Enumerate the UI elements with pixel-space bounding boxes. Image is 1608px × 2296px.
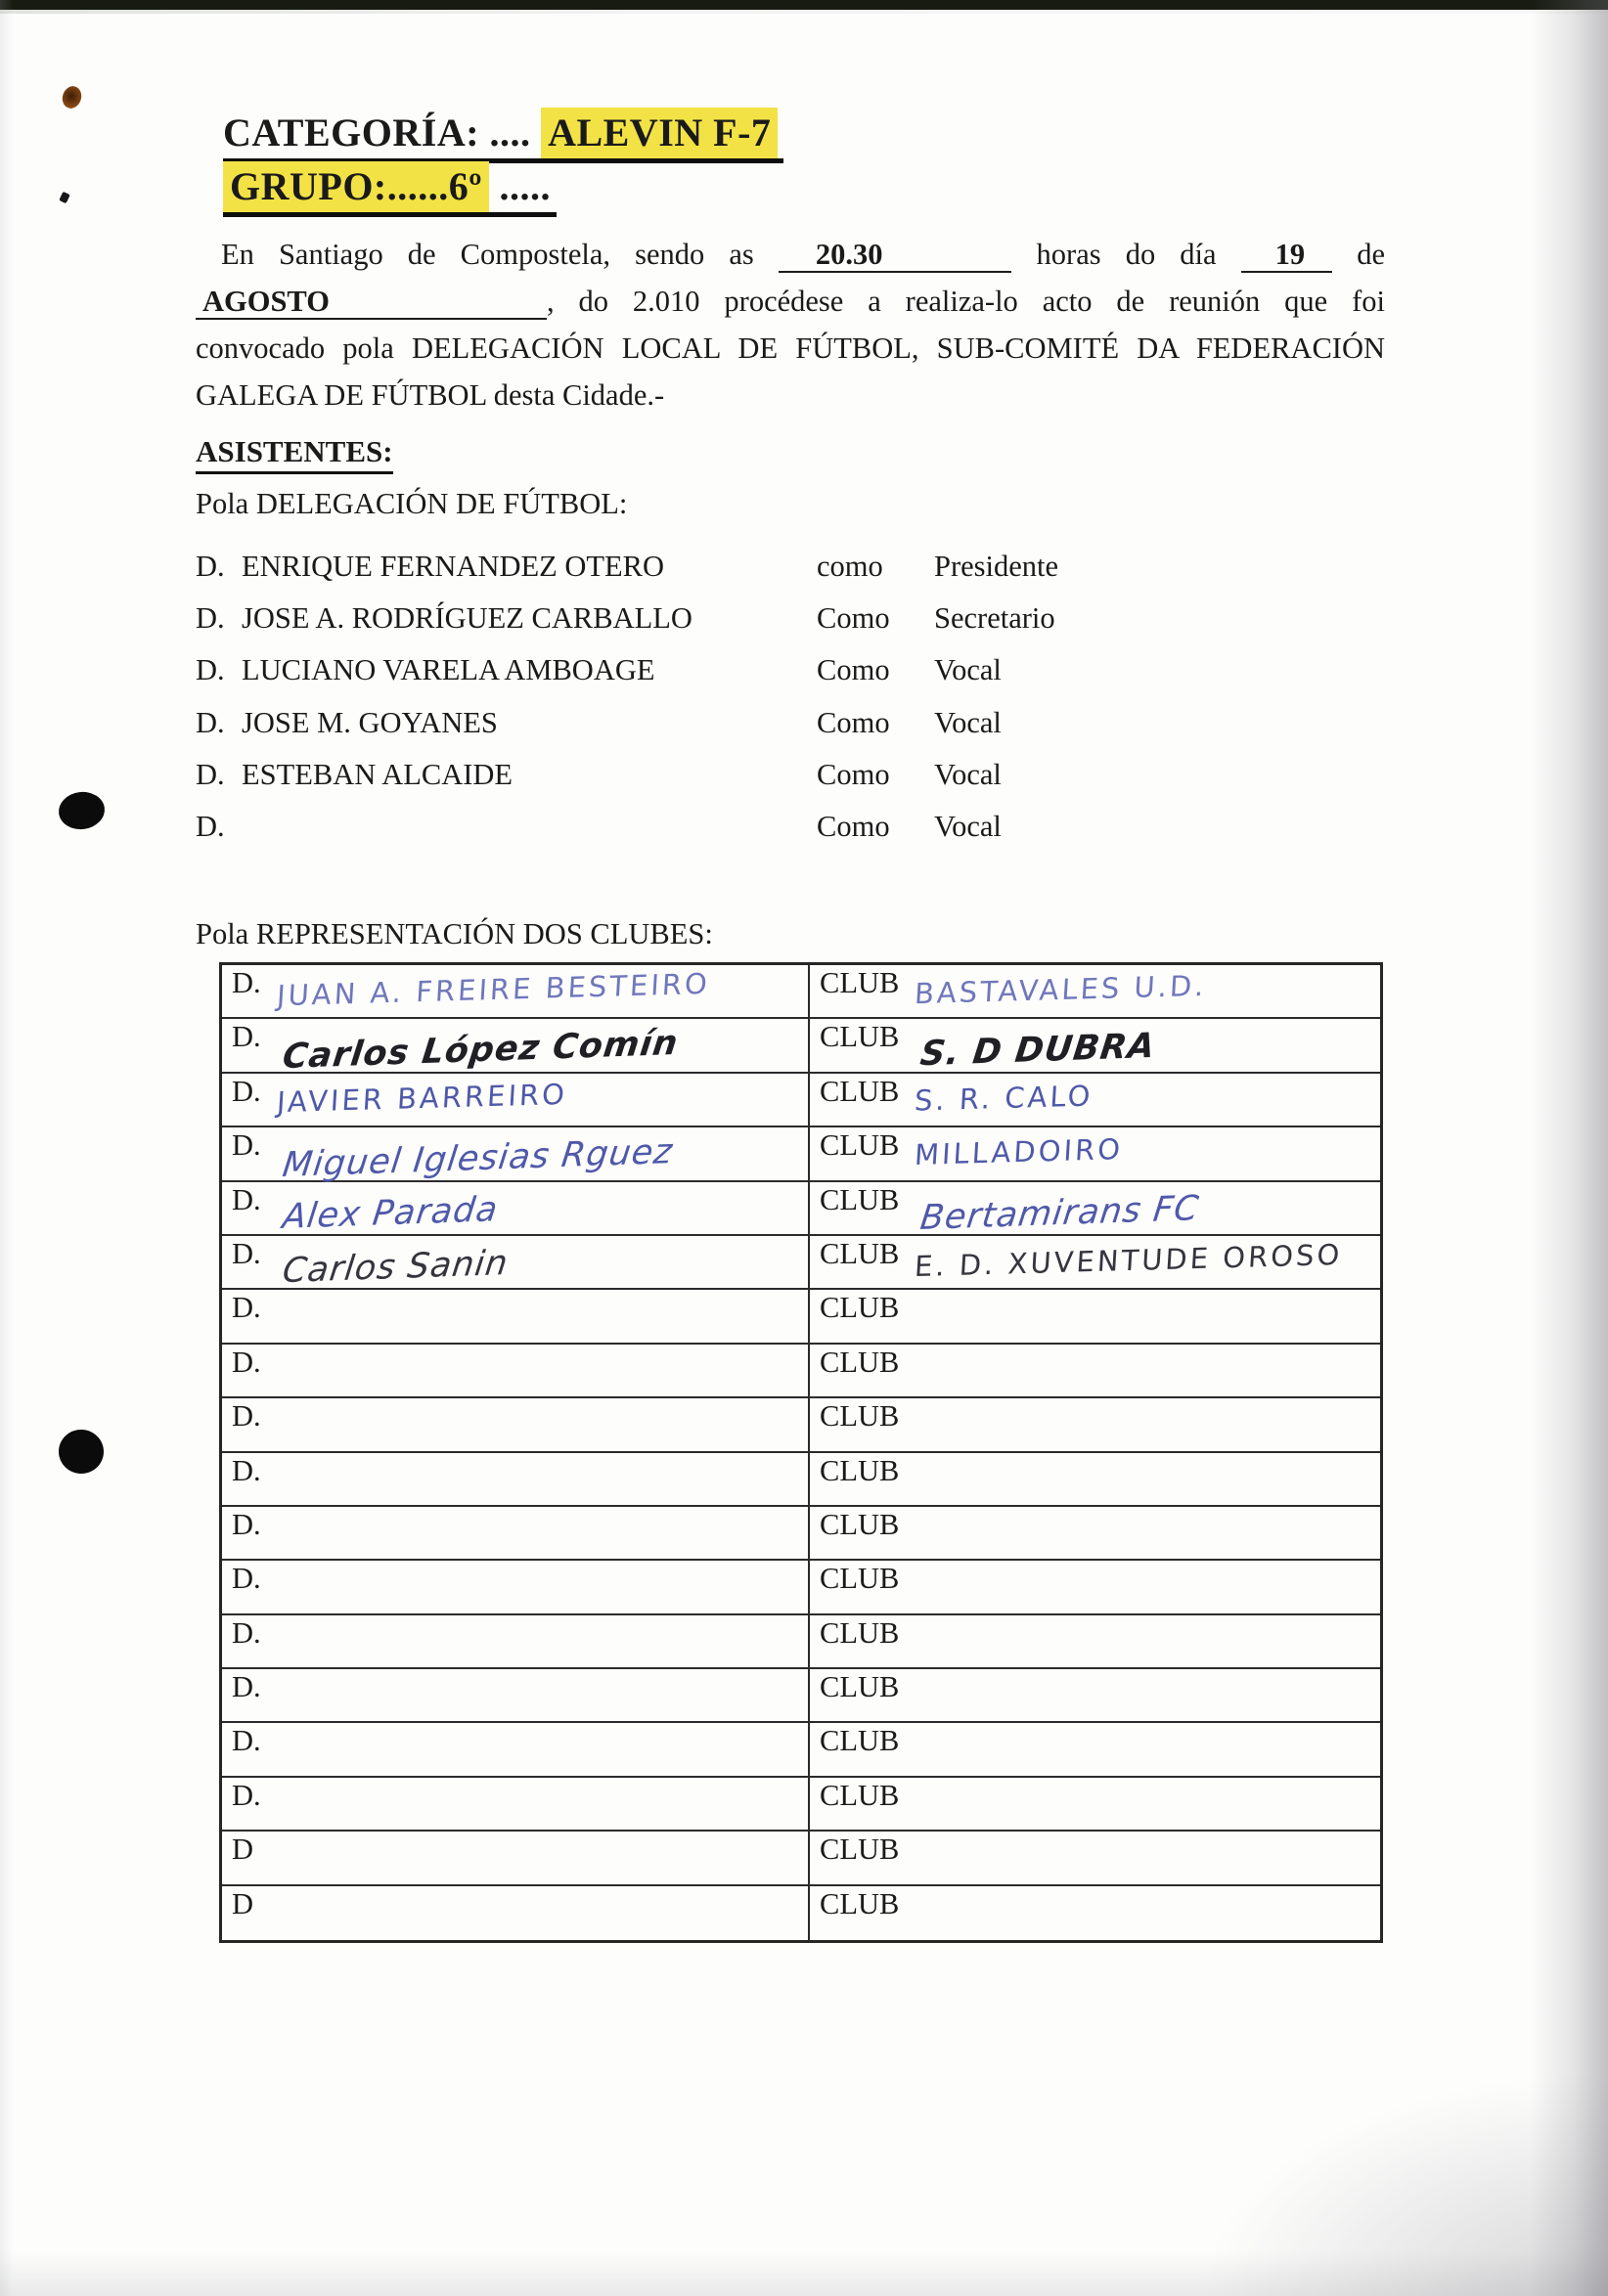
attendee-row — [196, 758, 1058, 810]
club-cell — [810, 1507, 1380, 1559]
delegate-prefix-label: D. — [232, 1615, 261, 1650]
club-table-row — [222, 1074, 1380, 1127]
handwritten-delegate-name: Alex Parada — [280, 1189, 501, 1237]
attendee-name: ESTEBAN ALCAIDE — [242, 757, 514, 791]
scan-top-edge-fade — [0, 10, 1608, 14]
club-prefix-label: CLUB — [820, 1507, 900, 1541]
scan-right-edge-shadow — [1530, 0, 1608, 2296]
attendee-como: Como — [817, 705, 890, 739]
delegate-cell — [222, 1290, 810, 1342]
handwritten-club-name: S. D DUBRA — [917, 1027, 1158, 1075]
intro-text: de — [1357, 238, 1386, 271]
delegate-prefix-label: D. — [232, 1074, 261, 1108]
delegate-prefix-label: D — [232, 1886, 254, 1921]
attendee-name: ENRIQUE FERNANDEZ OTERO — [242, 550, 665, 583]
handwritten-delegate-name: Carlos López Comín — [280, 1024, 681, 1078]
club-table-row — [222, 1561, 1380, 1614]
intro-text: , do 2.010 procédese a realiza-lo acto de reunión que foi — [546, 285, 1385, 318]
club-prefix-label: CLUB — [820, 1399, 900, 1434]
attendee-prefix: D. — [196, 809, 225, 843]
attendee-prefix: D. — [196, 705, 225, 739]
attendee-name: JOSE A. RODRÍGUEZ CARBALLO — [242, 601, 692, 636]
attendee-como: Como — [817, 601, 890, 636]
intro-paragraph — [196, 235, 1385, 422]
delegate-prefix-label: D. — [232, 1128, 261, 1163]
month-value: AGOSTO — [202, 285, 330, 318]
attendee-row — [196, 550, 1058, 601]
club-cell — [810, 1723, 1380, 1775]
delegate-prefix-label: D. — [232, 1236, 261, 1270]
club-table-row — [222, 1453, 1380, 1507]
attendee-prefix: D. — [196, 601, 225, 636]
club-table-row — [222, 1236, 1380, 1290]
club-prefix-label: CLUB — [820, 1128, 900, 1163]
club-cell — [810, 1182, 1380, 1238]
filled-blank-month — [196, 285, 547, 320]
delegate-cell — [222, 1615, 810, 1667]
delegate-cell — [222, 1669, 810, 1721]
asistentes-heading — [196, 434, 393, 474]
attendee-row — [196, 653, 1058, 705]
delegate-prefix-label: D. — [232, 1507, 261, 1541]
delegate-cell — [222, 1507, 810, 1559]
attendee-role: Vocal — [934, 809, 1002, 843]
club-table-row — [222, 1723, 1380, 1777]
scan-top-edge — [0, 0, 1608, 10]
delegate-prefix-label: D. — [232, 966, 261, 999]
attendee-role: Vocal — [934, 705, 1002, 739]
club-prefix-label: CLUB — [820, 1724, 900, 1758]
time-value: 20.30 — [815, 238, 883, 271]
delegate-cell — [222, 1182, 810, 1237]
club-table-row — [222, 1398, 1380, 1452]
delegate-cell — [222, 1453, 810, 1505]
club-prefix-label: CLUB — [820, 1182, 900, 1216]
category-line — [223, 110, 783, 163]
filled-blank-day — [1241, 238, 1333, 273]
handwritten-club-name: Bertamirans FC — [917, 1188, 1202, 1238]
scan-corner-shadow — [1197, 2071, 1608, 2296]
club-cell — [810, 1453, 1380, 1505]
club-table-row — [222, 1832, 1380, 1885]
delegate-cell — [222, 1398, 810, 1450]
club-prefix-label: CLUB — [820, 1020, 900, 1054]
intro-text: horas do día — [1036, 238, 1217, 271]
club-table-row — [222, 965, 1380, 1019]
delegate-prefix-label: D. — [232, 1453, 261, 1487]
attendee-prefix: D. — [196, 653, 225, 687]
club-cell — [810, 1615, 1380, 1667]
asistentes-heading-text: ASISTENTES: — [196, 434, 393, 474]
delegate-cell — [222, 1778, 810, 1830]
club-table-row — [222, 1290, 1380, 1344]
attendee-row — [196, 810, 1058, 861]
attendee-role: Vocal — [934, 653, 1002, 687]
handwritten-delegate-name: Miguel Iglesias Rguez — [280, 1132, 675, 1186]
club-prefix-label: CLUB — [820, 1291, 900, 1325]
club-table-row — [222, 1182, 1380, 1236]
club-table-row — [222, 1127, 1380, 1186]
club-table-row — [222, 1019, 1380, 1078]
attendee-role: Secretario — [934, 601, 1055, 636]
club-table-row — [222, 1886, 1380, 1940]
category-value-highlighted: ALEVIN F-7 — [541, 108, 778, 158]
club-cell — [810, 1127, 1380, 1179]
club-prefix-label: CLUB — [820, 1236, 900, 1270]
club-cell — [810, 1561, 1380, 1612]
attendee-row — [196, 601, 1058, 653]
club-prefix-label: CLUB — [820, 1074, 900, 1108]
rust-stain-spot — [60, 84, 84, 111]
club-table-row — [222, 1507, 1380, 1561]
club-prefix-label: CLUB — [820, 1886, 900, 1921]
filled-blank-time — [779, 238, 1012, 273]
delegate-prefix-label: D — [232, 1832, 254, 1867]
club-cell — [810, 1778, 1380, 1830]
intro-line-4: GALEGA DE FÚTBOL desta Cidade.- — [196, 378, 665, 412]
club-table-row — [222, 1345, 1380, 1398]
attendee-role: Vocal — [934, 757, 1002, 791]
attendee-como: como — [817, 550, 883, 583]
intro-line-2 — [196, 282, 1385, 329]
group-value-highlighted: GRUPO:......6º — [223, 161, 489, 212]
scan-left-edge-shadow — [0, 0, 14, 2296]
delegate-cell — [222, 1019, 810, 1078]
handwritten-club-name: BASTAVALES U.D. — [914, 968, 1208, 1011]
attendee-prefix: D. — [196, 550, 225, 583]
club-prefix-label: CLUB — [820, 1832, 900, 1867]
intro-text: En Santiago de Compostela, sendo as — [221, 238, 754, 271]
attendees-list — [196, 550, 1058, 861]
club-prefix-label: CLUB — [820, 1778, 900, 1812]
delegate-cell — [222, 1561, 810, 1612]
attendee-como: Como — [817, 653, 890, 687]
club-cell — [810, 1832, 1380, 1883]
clubs-heading: Pola REPRESENTACIÓN DOS CLUBES: — [196, 917, 713, 950]
intro-line-1 — [196, 235, 1385, 282]
delegate-prefix-label: D. — [232, 1778, 261, 1812]
delegate-prefix-label: D. — [232, 1399, 261, 1434]
club-prefix-label: CLUB — [820, 1345, 900, 1379]
attendee-name: LUCIANO VARELA AMBOAGE — [242, 653, 655, 687]
delegate-prefix-label: D. — [232, 1724, 261, 1758]
club-table-row — [222, 1669, 1380, 1723]
handwritten-club-name: E. D. XUVENTUDE OROSO — [914, 1237, 1344, 1284]
club-cell — [810, 1290, 1380, 1342]
club-prefix-label: CLUB — [820, 1615, 900, 1650]
handwritten-delegate-name: Carlos Sanin — [280, 1243, 511, 1292]
delegate-prefix-label: D. — [232, 1020, 261, 1054]
attendee-name: JOSE M. GOYANES — [242, 705, 498, 739]
attendee-role: Presidente — [934, 550, 1059, 583]
delegate-cell — [222, 965, 810, 1017]
delegacion-heading: Pola DELEGACIÓN DE FÚTBOL: — [196, 487, 628, 520]
club-cell — [810, 1236, 1380, 1288]
attendee-como: Como — [817, 757, 890, 791]
delegate-cell — [222, 1886, 810, 1940]
delegate-cell — [222, 1127, 810, 1186]
delegate-prefix-label: D. — [232, 1291, 261, 1325]
document-title — [223, 110, 783, 217]
delegate-prefix-label: D. — [232, 1182, 261, 1216]
club-prefix-label: CLUB — [820, 966, 900, 999]
club-cell — [810, 1669, 1380, 1721]
hole-punch-top — [57, 789, 107, 831]
club-cell — [810, 1345, 1380, 1396]
club-table-row — [222, 1778, 1380, 1832]
delegate-prefix-label: D. — [232, 1345, 261, 1379]
club-table-row — [222, 1615, 1380, 1669]
ink-speck — [59, 192, 69, 203]
handwritten-club-name: MILLADOIRO — [914, 1132, 1125, 1172]
group-line — [223, 163, 557, 217]
delegate-cell — [222, 1345, 810, 1396]
handwritten-club-name: S. R. CALO — [914, 1079, 1094, 1118]
handwritten-delegate-name: JAVIER BARREIRO — [275, 1077, 568, 1119]
club-cell — [810, 1398, 1380, 1450]
delegate-cell — [222, 1236, 810, 1292]
day-value: 19 — [1274, 238, 1306, 271]
club-prefix-label: CLUB — [820, 1453, 900, 1487]
handwritten-delegate-name: JUAN A. FREIRE BESTEIRO — [275, 966, 711, 1013]
club-prefix-label: CLUB — [820, 1562, 900, 1596]
intro-line-3: convocado pola DELEGACIÓN LOCAL DE FÚTBOL, SUB-COMITÉ DA FEDERACIÓN — [196, 331, 1385, 365]
club-cell — [810, 965, 1380, 1017]
club-cell — [810, 1886, 1380, 1940]
attendee-como: Como — [817, 809, 890, 843]
delegate-cell — [222, 1723, 810, 1775]
attendee-row — [196, 706, 1058, 758]
clubs-table — [219, 962, 1383, 1943]
delegate-cell — [222, 1832, 810, 1883]
club-prefix-label: CLUB — [820, 1670, 900, 1704]
club-cell — [810, 1019, 1380, 1075]
club-cell — [810, 1074, 1380, 1126]
delegate-prefix-label: D. — [232, 1562, 261, 1596]
delegate-prefix-label: D. — [232, 1670, 261, 1704]
category-label: CATEGORÍA: .... — [223, 110, 531, 155]
group-trailing-dots: ..... — [499, 164, 551, 209]
attendee-prefix: D. — [196, 757, 225, 791]
hole-punch-bottom — [57, 1428, 105, 1475]
delegate-cell — [222, 1074, 810, 1126]
